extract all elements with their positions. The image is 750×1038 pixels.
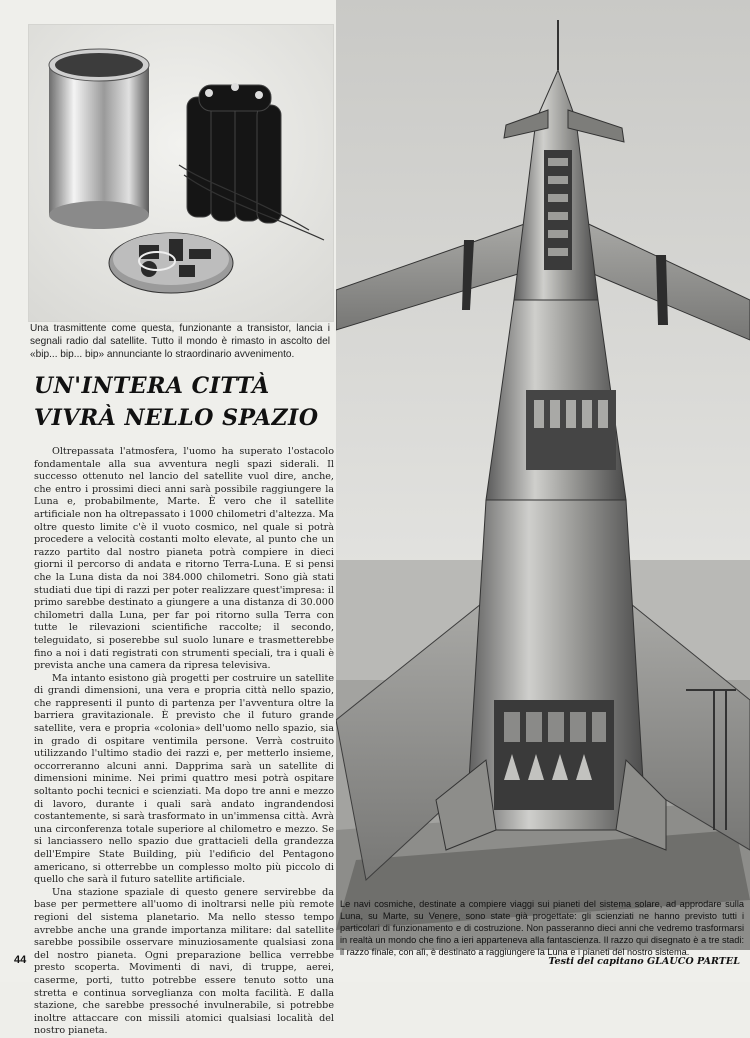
body-paragraph: Ma intanto esistono già progetti per costruire un satellite di grandi dimensioni, una vera e propria città nello spazio, che rappresenti il punto di partenza per l'avventura oltre la barriera gravitazionale. È previsto che il futuro grande satellite, vera e propria «colonia» dell'uomo nello spazio, sia in grado di ospitare ventimila persone. Verrà costruito utilizzando l'ultimo stadio dei razzi e, per metterlo insieme, occorreranno alcuni anni. Dapprima sarà un satellite di dimensioni minime. Nei primi quattro mesi potrà ospitare soltanto pochi tecnici e scienziati. Ma dopo tre anni e mezzo di lavoro, durante i quali sarà andato ingrandendosi costantemente, si sarà trasformato in un'immensa città. Avrà una circonferenza totale superiore al chilometro e mezzo. Se si lanciassero nello spazio due grattacieli della grandezza dell'Empire State Building, più l'edificio del Pentagono americano, si otterrebbe un complesso molto più piccolo di quello che sarà il futuro satellite artificiale. <box>34 672 334 886</box>
article-body <box>34 446 334 1038</box>
author-credit: Testi del capitano GLAUCO PARTEL <box>548 956 740 967</box>
body-paragraph: Una stazione spaziale di questo genere servirebbe da base per permettere all'uomo di inoltrarsi nelle più remote regioni del sistema planetario. Ma nello stesso tempo avrebbe anche una grande importanza militare: dal satellite sarebbe possibile osservare minuziosamente qualsiasi zona del nostro pianeta. Ogni preparazione bellica verrebbe presto scoperta. Movimenti di navi, di truppe, aerei, caserme, porti, tutto potrebbe essere tenuto sotto una stretta e continua sorveglianza con molta facilità. E dalla stazione, che sarebbe pressoché invulnerabile, si potrebbe inoltre attaccare con missili atomici qualsiasi località del nostro pianeta. <box>34 886 334 1037</box>
page-number: 44 <box>14 954 27 966</box>
rocket-illustration <box>336 0 750 950</box>
illustration-caption: Le navi cosmiche, destinate a compiere viaggi sui pianeti del sistema solare, ad approdare sulla Luna, su Marte, su Venere, sono state già progettate: gli scienziati ne hanno previsto tutti i particolari di funzionamento e di costruzione. Non passeranno dieci anni che vedremo trasformarsi in realtà un mondo che fino a ieri apparteneva alla fantascienza. Il razzo qui disegnato è a tre stadi: il razzo finale, con alì, è destinato a raggiungere la Luna e i pianeti del nostro sistema. <box>340 899 744 957</box>
photo-caption: Una trasmittente come questa, funzionante a transistor, lancia i segnali radio dal satellite. Tutto il mondo è rimasto in ascolto del «bip... bip... bip» annunciante lo straordinario avvenimento. <box>30 323 330 360</box>
headline <box>34 370 334 434</box>
body-paragraph: Oltrepassata l'atmosfera, l'uomo ha superato l'ostacolo fondamentale alla sua avventura negli spazi siderali. Il successo ottenuto nel lancio del satellite vuol dire, anche, che entro i prossimi dieci anni sarà possibile raggiungere la Luna e, probabilmente, Marte. È vero che il satellite artificiale non ha oltrepassato i 1000 chilometri d'altezza. Ma oltre questo limite c'è il vuoto cosmico, nel quale si potrà procedere a velocità costanti molto elevate, al punto che un razzo partito dal nostro pianeta potrà compiere in dieci giorni il percorso di andata e ritorno Terra-Luna. E si pensi che la Luna dista da noi 384.000 chilometri. Sono già stati studiati due tipi di razzi per poter realizzare quest'impresa: il primo sarebbe destinato a giungere a una distanza di 30.000 chilometri dalla Luna, per far poi ritorno sulla Terra con tutte le rilevazioni scientifiche raccolte; il secondo, teleguidato, si poserebbe sul suolo lunare e trasmetterebbe fino a noi i dati registrati con strumenti speciali, tra i quali è prevista anche una camera da ripresa televisiva. <box>34 446 334 672</box>
headline-line-1: UN'INTERA CITTÀ <box>34 373 270 399</box>
headline-line-2: VIVRÀ NELLO SPAZIO <box>34 405 319 431</box>
transmitter-photo <box>28 24 334 322</box>
